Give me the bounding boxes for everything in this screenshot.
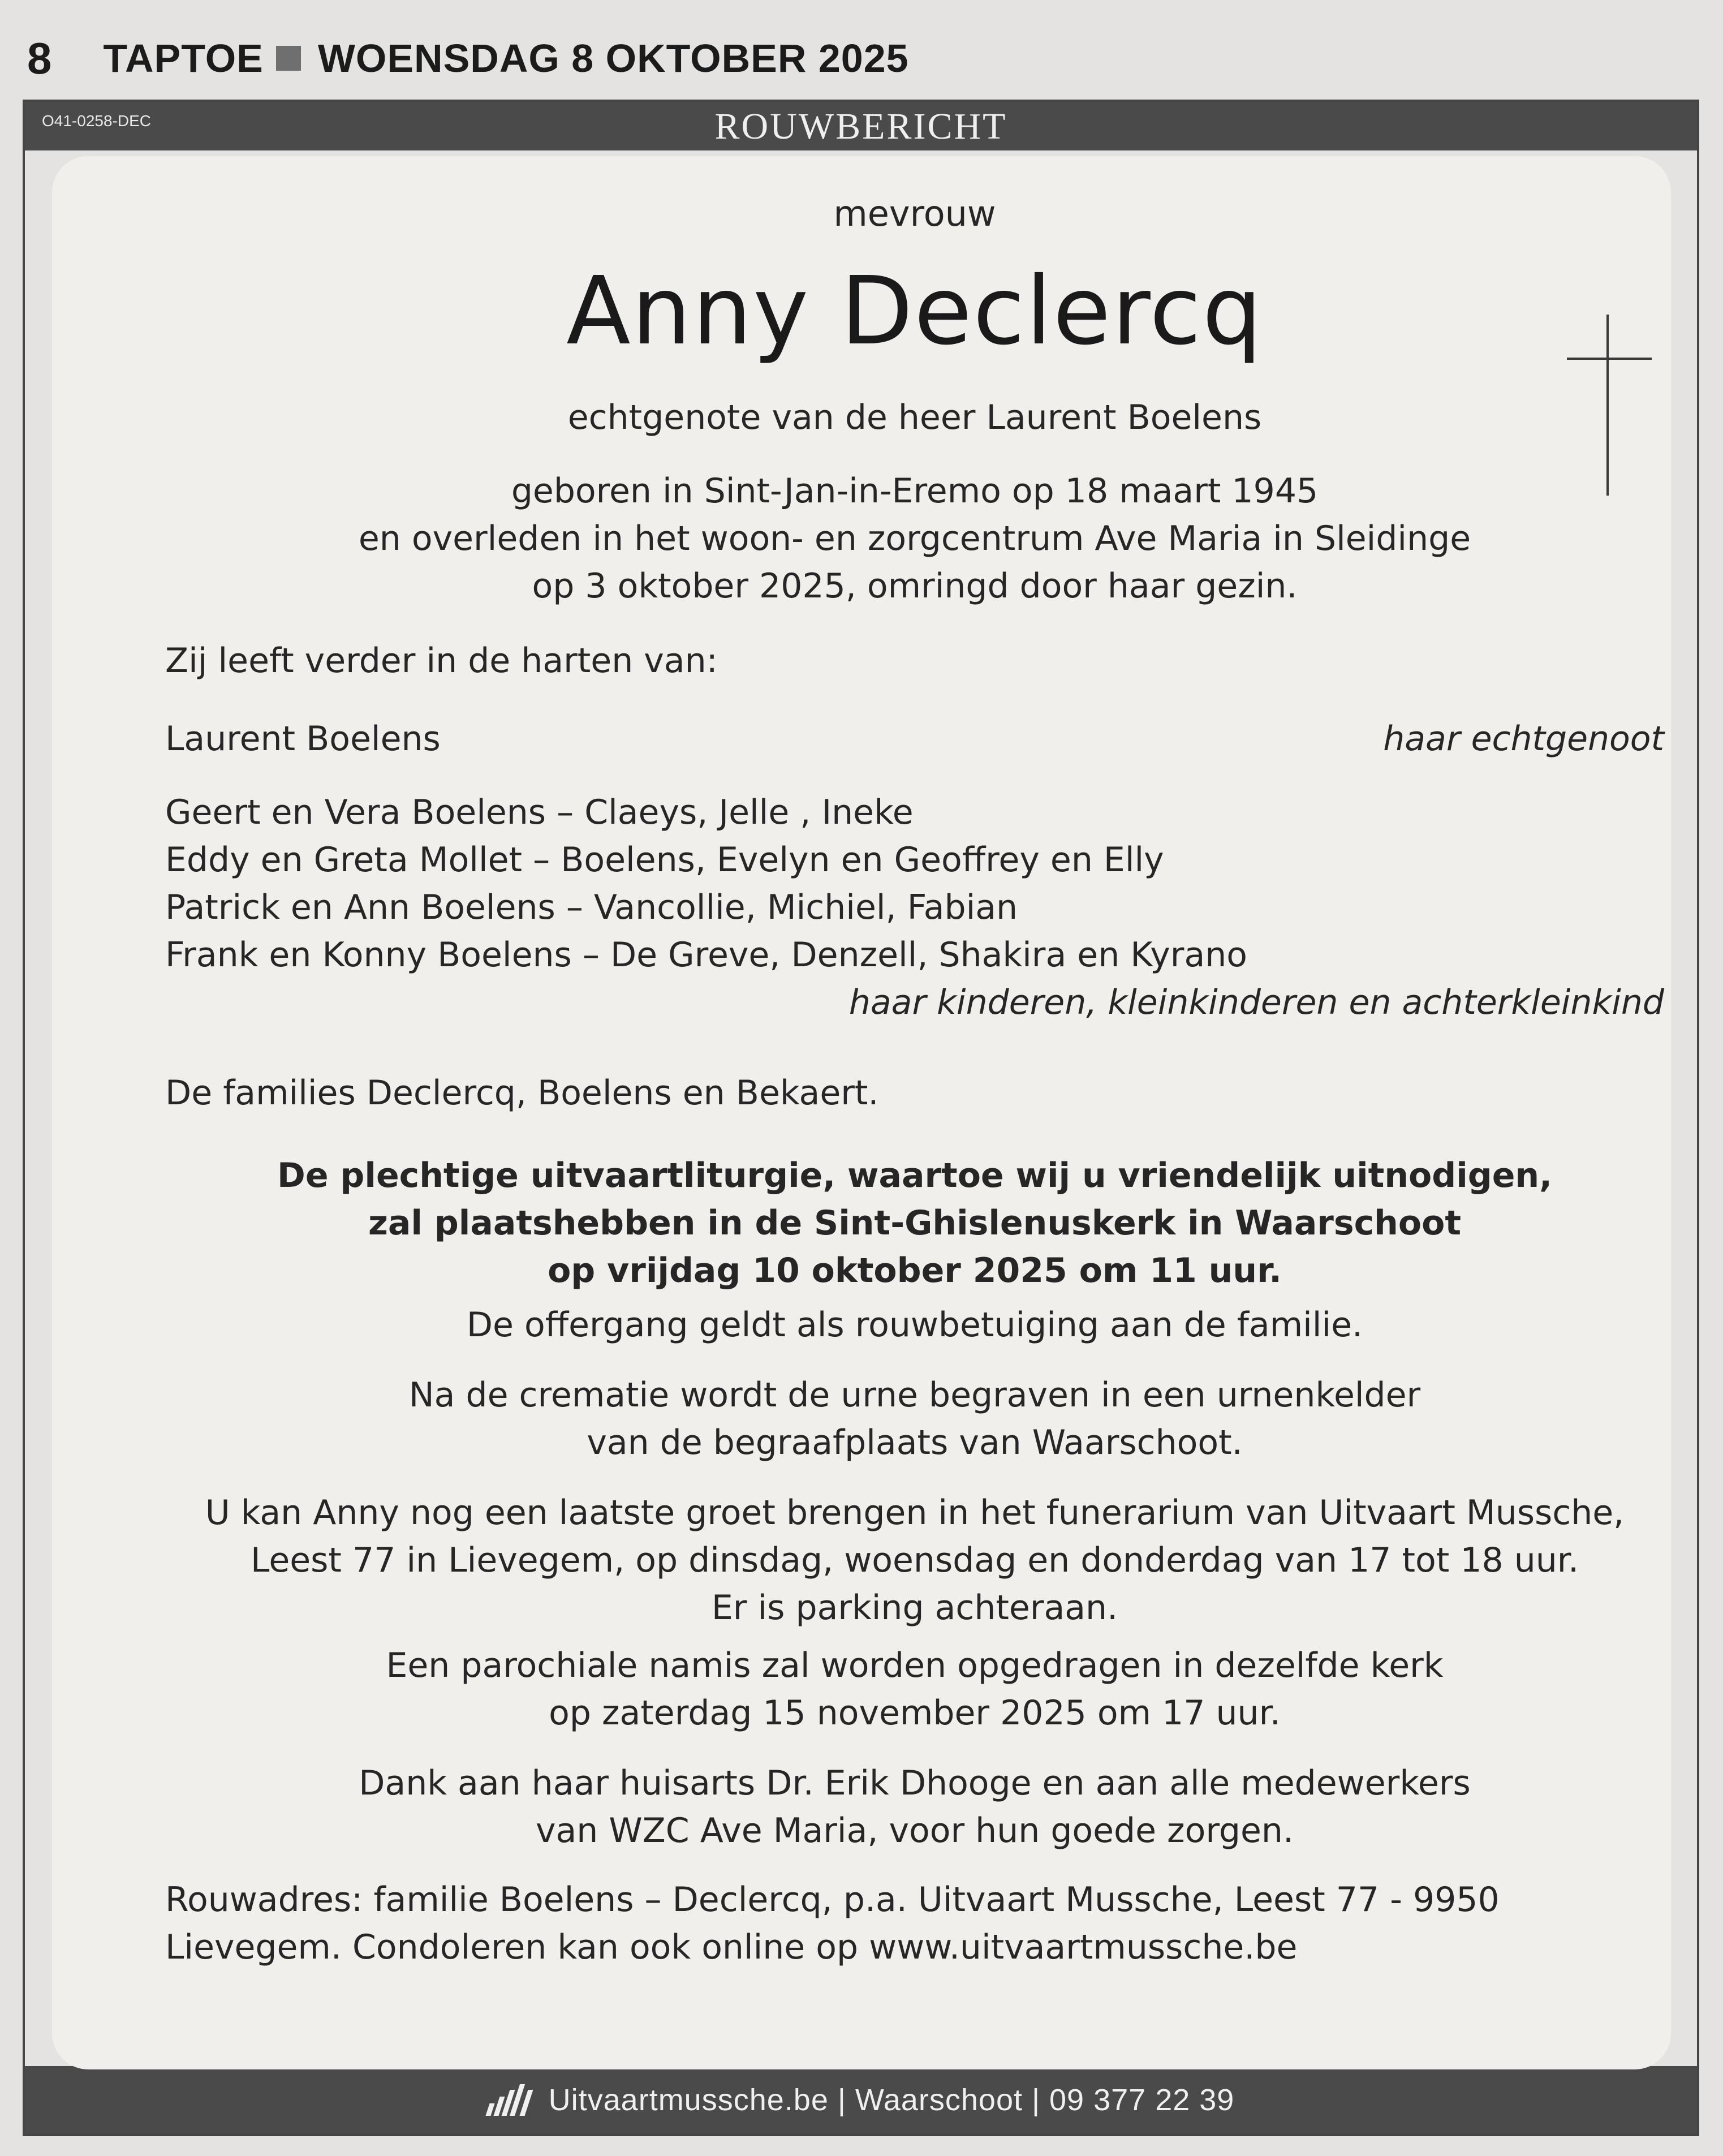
- mass-line: Een parochiale namis zal worden opgedragen in dezelfde kerk: [386, 1646, 1444, 1685]
- address-line: Lievegem. Condoleren kan ook online op www.uitvaartmussche.be: [165, 1927, 1298, 1967]
- visitation-line: Leest 77 in Lievegem, op dinsdag, woensdag en donderdag van 17 tot 18 uur.: [250, 1540, 1579, 1580]
- husband-row: [165, 715, 1664, 763]
- children-relation: haar kinderen, kleinkinderen en achterkleinkind: [848, 983, 1664, 1022]
- page-number: 8: [27, 33, 53, 83]
- mass-line: op zaterdag 15 november 2025 om 17 uur.: [549, 1693, 1281, 1733]
- ad-category: ROUWBERICHT: [714, 106, 1007, 147]
- children-list: [165, 789, 1664, 1026]
- birth-line: geboren in Sint-Jan-in-Eremo op 18 maart 1945: [511, 471, 1319, 511]
- spouse-line: echtgenote van de heer Laurent Boelens: [567, 398, 1262, 437]
- ad-footer-contact: Uitvaartmussche.be | Waarschoot | 09 377 22 39: [548, 2083, 1235, 2117]
- cremation-line: Na de crematie wordt de urne begraven in een urnenkelder: [408, 1375, 1421, 1415]
- newspaper-date: WOENSDAG 8 OKTOBER 2025: [317, 36, 909, 80]
- list-item: Frank en Konny Boelens – De Greve, Denzell, Shakira en Kyrano: [165, 935, 1247, 975]
- death-date-line: op 3 oktober 2025, omringd door haar gezin.: [532, 566, 1298, 606]
- husband-name: Laurent Boelens: [165, 719, 441, 759]
- ad-header-bar: [25, 102, 1697, 150]
- liturgy-line: De plechtige uitvaartliturgie, waartoe wij u vriendelijk uitnodigen,: [277, 1156, 1552, 1195]
- salutation: mevrouw: [833, 193, 996, 234]
- offering-line: De offergang geldt als rouwbetuiging aan de familie.: [466, 1305, 1363, 1345]
- husband-relation: haar echtgenoot: [1383, 719, 1664, 759]
- cremation-block: [165, 1371, 1664, 1466]
- thanks-line: Dank aan haar huisarts Dr. Erik Dhooge en aan alle medewerkers: [359, 1763, 1471, 1803]
- death-line: en overleden in het woon- en zorgcentrum Ave Maria in Sleidinge: [358, 519, 1471, 558]
- newspaper-name: TAPTOE: [103, 36, 264, 80]
- liturgy-line: op vrijdag 10 oktober 2025 om 11 uur.: [548, 1251, 1282, 1290]
- funeral-home-logo-icon: [488, 2084, 533, 2116]
- families-line: De families Declercq, Boelens en Bekaert.: [165, 1073, 879, 1113]
- survivors-intro: Zij leeft verder in de harten van:: [165, 641, 718, 681]
- newspaper-header: [27, 27, 1045, 89]
- ad-footer-bar: [25, 2066, 1697, 2134]
- deceased-name: Anny Declercq: [566, 257, 1263, 366]
- thanks-block: [165, 1759, 1664, 1854]
- birth-death-block: [165, 467, 1664, 610]
- thanks-line: van WZC Ave Maria, voor hun goede zorgen.: [535, 1811, 1294, 1851]
- liturgy-line: zal plaatshebben in de Sint-Ghislenuskerk in Waarschoot: [368, 1203, 1462, 1243]
- obituary-card: [52, 156, 1671, 2069]
- list-item: Eddy en Greta Mollet – Boelens, Evelyn en Geoffrey en Elly: [165, 840, 1164, 880]
- visitation-block: [165, 1489, 1664, 1632]
- visitation-line: Er is parking achteraan.: [711, 1588, 1118, 1628]
- mass-block: [165, 1642, 1664, 1737]
- ad-code: O41-0258-DEC: [42, 112, 151, 130]
- mourning-address-block: [165, 1876, 1664, 1971]
- visitation-line: U kan Anny nog een laatste groet brengen in het funerarium van Uitvaart Mussche,: [205, 1493, 1625, 1533]
- separator-square-icon: [276, 46, 301, 71]
- cremation-line: van de begraafplaats van Waarschoot.: [587, 1423, 1243, 1462]
- liturgy-block: [165, 1152, 1664, 1294]
- address-line: Rouwadres: familie Boelens – Declercq, p.a. Uitvaart Mussche, Leest 77 - 9950: [165, 1880, 1500, 1920]
- list-item: Patrick en Ann Boelens – Vancollie, Michiel, Fabian: [165, 888, 1018, 927]
- list-item: Geert en Vera Boelens – Claeys, Jelle , Ineke: [165, 793, 914, 832]
